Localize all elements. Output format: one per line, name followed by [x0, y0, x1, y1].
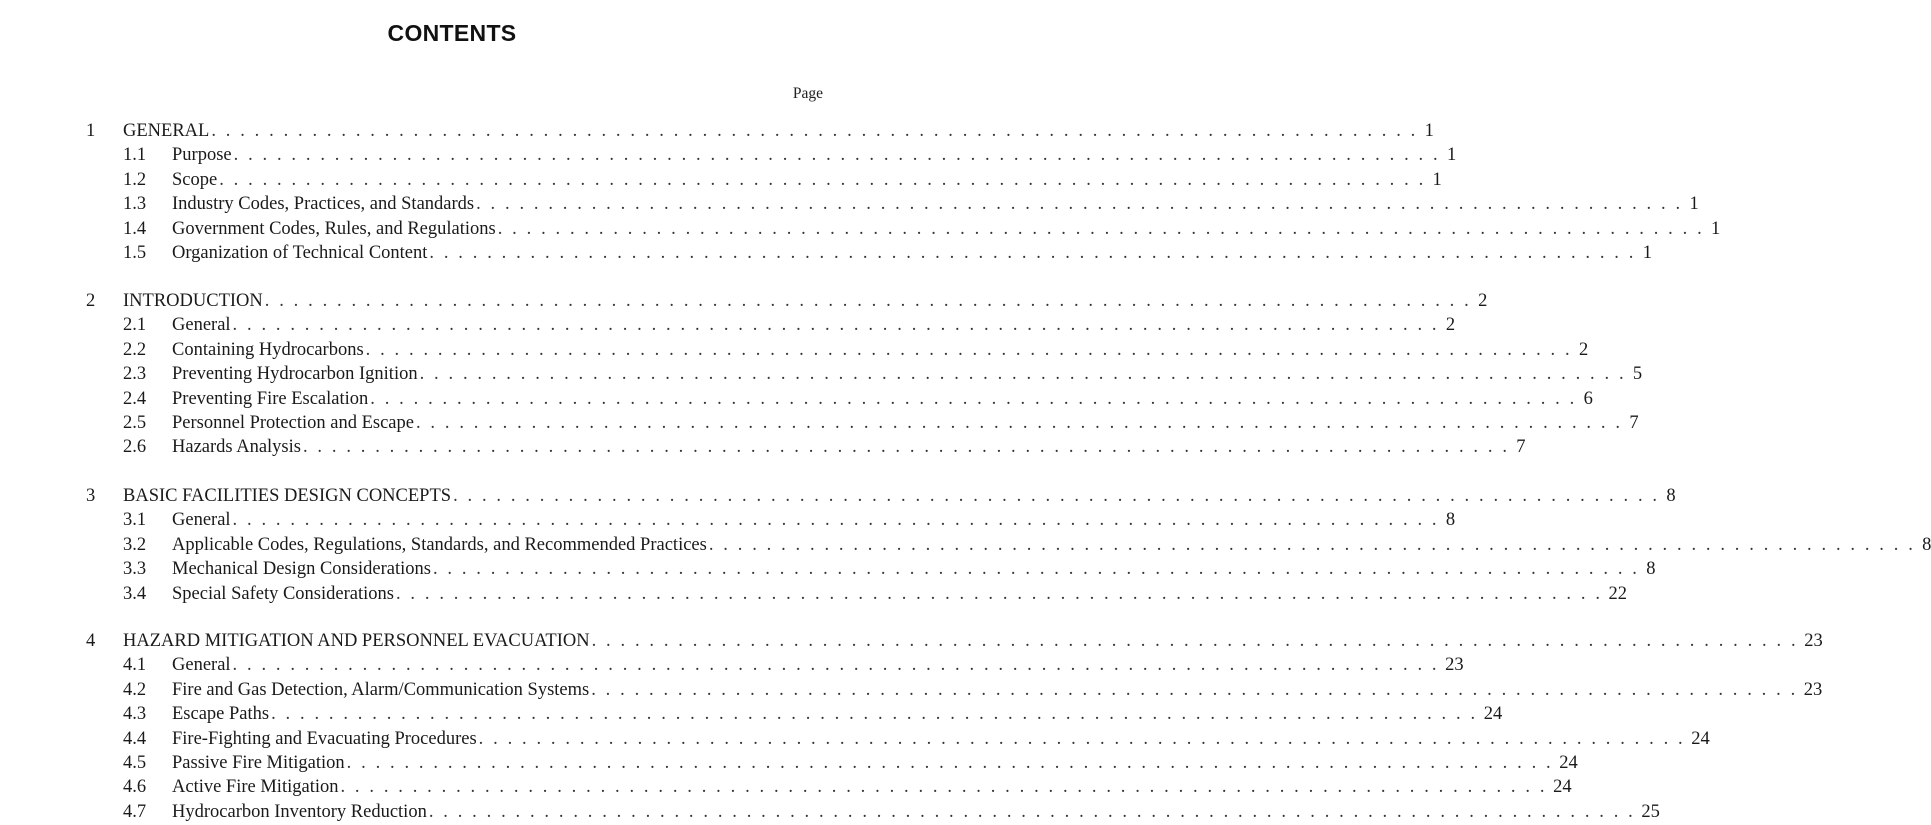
entry-leader-line: [172, 533, 1931, 557]
entry-number: 1.5: [123, 243, 147, 263]
toc-subsection-entry[interactable]: [0, 653, 1464, 677]
entry-title: Active Fire Mitigation: [172, 777, 339, 797]
entry-number: 1.2: [123, 170, 147, 190]
entry-title: Fire-Fighting and Evacuating Procedures: [172, 729, 477, 749]
dot-leader: . . . . . . . . . . . . . . . . . . . . . . . . . . . . . . . . . . . . . . . . . . . . . . . . . . . . . . . . . . . . . . . . . . . . . . . . . . . . . . . . . . . .: [302, 437, 1510, 457]
entry-number: 2: [86, 291, 96, 311]
entry-page-number: 2: [1478, 291, 1488, 311]
entry-title: INTRODUCTION: [123, 291, 263, 311]
entry-number: 3.3: [123, 559, 147, 579]
toc-subsection-entry[interactable]: [0, 338, 1589, 362]
entry-leader-line: [123, 484, 1676, 508]
entry-page-number: 1: [1711, 219, 1721, 239]
dot-leader: . . . . . . . . . . . . . . . . . . . . . . . . . . . . . . . . . . . . . . . . . . . . . . . . . . . . . . . . . . . . . . . . . . . . . . . . . . . . . . . . . . . .: [415, 413, 1623, 433]
dot-leader: . . . . . . . . . . . . . . . . . . . . . . . . . . . . . . . . . . . . . . . . . . . . . . . . . . . . . . . . . . . . . . . . . . . . . . . . . . . . . . . . . . . .: [591, 631, 1799, 651]
toc-subsection-entry[interactable]: [0, 192, 1699, 216]
entry-leader-line: [172, 508, 1456, 532]
entry-leader-line: [172, 653, 1464, 677]
entry-title: BASIC FACILITIES DESIGN CONCEPTS: [123, 486, 452, 506]
dot-leader: . . . . . . . . . . . . . . . . . . . . . . . . . . . . . . . . . . . . . . . . . . . . . . . . . . . . . . . . . . . . . . . . . . . . . . . . . . . . . . . . . . . .: [497, 219, 1705, 239]
entry-title: Passive Fire Mitigation: [172, 753, 345, 773]
entry-number: 3.2: [123, 535, 147, 555]
entry-leader-line: [172, 751, 1578, 775]
entry-number: 3.1: [123, 510, 147, 530]
toc-subsection-entry[interactable]: [0, 775, 1572, 799]
entry-leader-line: [172, 727, 1710, 751]
dot-leader: . . . . . . . . . . . . . . . . . . . . . . . . . . . . . . . . . . . . . . . . . . . . . . . . . . . . . . . . . . . . . . . . . . . . . . . . . . . . . . . . . . . .: [429, 243, 1636, 263]
entry-number: 1: [86, 121, 96, 141]
entry-page-number: 2: [1578, 340, 1589, 360]
entry-number: 4.5: [123, 753, 147, 773]
dot-leader: . . . . . . . . . . . . . . . . . . . . . . . . . . . . . . . . . . . . . . . . . . . . . . . . . . . . . . . . . . . . . . . . . . . . . . . . . . . . . . . . . . . .: [432, 559, 1640, 579]
entry-title: General: [172, 655, 231, 675]
entry-title: HAZARD MITIGATION AND PERSONNEL EVACUATION: [123, 631, 590, 651]
entry-page-number: 1: [1424, 121, 1434, 141]
entry-title: Fire and Gas Detection, Alarm/Communication Systems: [172, 680, 590, 700]
entry-title: General: [172, 510, 231, 530]
dot-leader: . . . . . . . . . . . . . . . . . . . . . . . . . . . . . . . . . . . . . . . . . . . . . . . . . . . . . . . . . . . . . . . . . . . . . . . . . . . . . . . . . . . .: [365, 340, 1573, 360]
dot-leader: . . . . . . . . . . . . . . . . . . . . . . . . . . . . . . . . . . . . . . . . . . . . . . . . . . . . . . . . . . . . . . . . . . . . . . . . . . . . . . . . . . . .: [419, 364, 1627, 384]
entry-title: Special Safety Considerations: [172, 584, 394, 604]
toc-subsection-entry[interactable]: [0, 411, 1639, 435]
dot-leader: . . . . . . . . . . . . . . . . . . . . . . . . . . . . . . . . . . . . . . . . . . . . . . . . . . . . . . . . . . . . . . . . . . . . . . . . . . . . . . . . . . . .: [271, 704, 1478, 724]
toc-section-entry[interactable]: [0, 484, 1676, 508]
dot-leader: . . . . . . . . . . . . . . . . . . . . . . . . . . . . . . . . . . . . . . . . . . . . . . . . . . . . . . . . . . . . . . . . . . . . . . . . . . . . . . . . . . . .: [591, 680, 1798, 700]
dot-leader: . . . . . . . . . . . . . . . . . . . . . . . . . . . . . . . . . . . . . . . . . . . . . . . . . . . . . . . . . . . . . . . . . . . . . . . . . . . . . . . . . . . .: [232, 655, 1440, 675]
entry-leader-line: [172, 557, 1656, 581]
entry-page-number: 24: [1553, 777, 1572, 797]
entry-title: Purpose: [172, 145, 232, 165]
entry-title: Mechanical Design Considerations: [172, 559, 431, 579]
entry-leader-line: [172, 192, 1699, 216]
entry-leader-line: [172, 387, 1593, 411]
dot-leader: . . . . . . . . . . . . . . . . . . . . . . . . . . . . . . . . . . . . . . . . . . . . . . . . . . . . . . . . . . . . . . . . . . . . . . . . . . . . . . . . . . . .: [232, 510, 1440, 530]
toc-subsection-entry[interactable]: [0, 508, 1456, 532]
dot-leader: . . . . . . . . . . . . . . . . . . . . . . . . . . . . . . . . . . . . . . . . . . . . . . . . . . . . . . . . . . . . . . . . . . . . . . . . . . . . . . . . . . . .: [395, 584, 1603, 604]
toc-subsection-entry[interactable]: [0, 362, 1643, 386]
entry-leader-line: [172, 678, 1823, 702]
entry-title: Preventing Fire Escalation: [172, 389, 369, 409]
toc-subsection-entry[interactable]: [0, 800, 1660, 824]
entry-page-number: 24: [1483, 704, 1503, 724]
dot-leader: . . . . . . . . . . . . . . . . . . . . . . . . . . . . . . . . . . . . . . . . . . . . . . . . . . . . . . . . . . . . . . . . . . . . . . . . . . . . . . . . . . . .: [340, 777, 1548, 797]
entry-leader-line: [172, 313, 1456, 337]
entry-number: 4: [86, 631, 96, 651]
page-column-label: Page: [792, 85, 823, 102]
entry-number: 2.2: [123, 340, 147, 360]
entry-leader-line: [172, 168, 1442, 192]
entry-page-number: 1: [1432, 170, 1442, 190]
entry-page-number: 1: [1446, 145, 1457, 165]
entry-number: 3: [86, 486, 96, 506]
entry-page-number: 7: [1516, 437, 1526, 457]
entry-page-number: 22: [1608, 584, 1628, 604]
entry-leader-line: [123, 119, 1434, 143]
entry-leader-line: [123, 289, 1488, 313]
entry-leader-line: [172, 217, 1721, 241]
toc-subsection-entry[interactable]: [0, 313, 1456, 337]
toc-section-entry[interactable]: [0, 629, 1823, 653]
toc-subsection-entry[interactable]: [0, 168, 1442, 192]
entry-leader-line: [172, 775, 1572, 799]
toc-section-entry[interactable]: [0, 119, 1434, 143]
dot-leader: . . . . . . . . . . . . . . . . . . . . . . . . . . . . . . . . . . . . . . . . . . . . . . . . . . . . . . . . . . . . . . . . . . . . . . . . . . . . . . . . . . . .: [232, 315, 1440, 335]
entry-number: 4.6: [123, 777, 147, 797]
dot-leader: . . . . . . . . . . . . . . . . . . . . . . . . . . . . . . . . . . . . . . . . . . . . . . . . . . . . . . . . . . . . . . . . . . . . . . . . . . . . . . . . . . . .: [346, 753, 1554, 773]
toc-subsection-entry[interactable]: [0, 678, 1823, 702]
entry-number: 4.2: [123, 680, 147, 700]
dot-leader: . . . . . . . . . . . . . . . . . . . . . . . . . . . . . . . . . . . . . . . . . . . . . . . . . . . . . . . . . . . . . . . . . . . . . . . . . . . . . . . . . . . .: [211, 121, 1418, 141]
entry-number: 4.7: [123, 802, 147, 822]
entry-page-number: 5: [1632, 364, 1643, 384]
dot-leader: . . . . . . . . . . . . . . . . . . . . . . . . . . . . . . . . . . . . . . . . . . . . . . . . . . . . . . . . . . . . . . . . . . . . . . . . . . . . . . . . . . . .: [453, 486, 1660, 506]
toc-subsection-entry[interactable]: [0, 217, 1721, 241]
entry-leader-line: [172, 800, 1660, 824]
toc-subsection-entry[interactable]: [0, 533, 1931, 557]
entry-page-number: 2: [1445, 315, 1456, 335]
entry-page-number: 25: [1641, 802, 1660, 822]
entry-number: 2.1: [123, 315, 147, 335]
entry-leader-line: [172, 702, 1503, 726]
entry-number: 4.1: [123, 655, 147, 675]
entry-title: Escape Paths: [172, 704, 270, 724]
toc-subsection-entry[interactable]: [0, 751, 1578, 775]
toc-subsection-entry[interactable]: [0, 727, 1710, 751]
dot-leader: . . . . . . . . . . . . . . . . . . . . . . . . . . . . . . . . . . . . . . . . . . . . . . . . . . . . . . . . . . . . . . . . . . . . . . . . . . . . . . . . . . . .: [476, 194, 1683, 214]
toc-subsection-entry[interactable]: [0, 241, 1652, 265]
dot-leader: . . . . . . . . . . . . . . . . . . . . . . . . . . . . . . . . . . . . . . . . . . . . . . . . . . . . . . . . . . . . . . . . . . . . . . . . . . . . . . . . . . . .: [478, 729, 1686, 749]
entry-title: Scope: [172, 170, 218, 190]
entry-title: Industry Codes, Practices, and Standards: [172, 194, 475, 214]
entry-title: Containing Hydrocarbons: [172, 340, 364, 360]
entry-number: 1.1: [123, 145, 147, 165]
entry-title: Preventing Hydrocarbon Ignition: [172, 364, 418, 384]
entry-title: General: [172, 315, 231, 335]
entry-number: 2.4: [123, 389, 147, 409]
toc-section-entry[interactable]: [0, 289, 1488, 313]
dot-leader: . . . . . . . . . . . . . . . . . . . . . . . . . . . . . . . . . . . . . . . . . . . . . . . . . . . . . . . . . . . . . . . . . . . . . . . . . . . . . . . . . . . .: [370, 389, 1577, 409]
entry-title: Organization of Technical Content: [172, 243, 428, 263]
entry-leader-line: [172, 362, 1643, 386]
entry-title: GENERAL: [123, 121, 210, 141]
entry-leader-line: [172, 241, 1652, 265]
toc-subsection-entry[interactable]: [0, 702, 1503, 726]
toc-subsection-entry[interactable]: [0, 387, 1593, 411]
page-title: CONTENTS: [387, 20, 517, 46]
entry-page-number: 23: [1804, 631, 1823, 651]
entry-page-number: 6: [1583, 389, 1593, 409]
entry-number: 1.4: [123, 219, 147, 239]
entry-leader-line: [172, 411, 1639, 435]
entry-page-number: 1: [1689, 194, 1699, 214]
entry-leader-line: [172, 338, 1589, 362]
entry-number: 2.3: [123, 364, 147, 384]
entry-page-number: 8: [1646, 559, 1656, 579]
dot-leader: . . . . . . . . . . . . . . . . . . . . . . . . . . . . . . . . . . . . . . . . . . . . . . . . . . . . . . . . . . . . . . . . . . . . . . . . . . . . . . . . . . . .: [219, 170, 1426, 190]
entry-number: 4.3: [123, 704, 147, 724]
dot-leader: . . . . . . . . . . . . . . . . . . . . . . . . . . . . . . . . . . . . . . . . . . . . . . . . . . . . . . . . . . . . . . . . . . . . . . . . . . . . . . . . . . . .: [264, 291, 1472, 311]
entry-page-number: 8: [1445, 510, 1456, 530]
entry-leader-line: [172, 143, 1457, 167]
dot-leader: . . . . . . . . . . . . . . . . . . . . . . . . . . . . . . . . . . . . . . . . . . . . . . . . . . . . . . . . . . . . . . . . . . . . . . . . . . . . . . . . . . . .: [428, 802, 1636, 822]
toc-subsection-entry[interactable]: [0, 582, 1628, 606]
entry-title: Hydrocarbon Inventory Reduction: [172, 802, 427, 822]
entry-title: Personnel Protection and Escape: [172, 413, 414, 433]
entry-page-number: 8: [1922, 535, 1931, 555]
entry-page-number: 24: [1559, 753, 1578, 773]
entry-page-number: 24: [1691, 729, 1710, 749]
dot-leader: . . . . . . . . . . . . . . . . . . . . . . . . . . . . . . . . . . . . . . . . . . . . . . . . . . . . . . . . . . . . . . . . . . . . . . . . . . . . . . . . . . . .: [708, 535, 1916, 555]
entry-title: Hazards Analysis: [172, 437, 301, 457]
entry-number: 3.4: [123, 584, 147, 604]
entry-page-number: 23: [1445, 655, 1464, 675]
entry-leader-line: [123, 629, 1823, 653]
entry-leader-line: [172, 435, 1526, 459]
toc-subsection-entry[interactable]: [0, 143, 1457, 167]
entry-leader-line: [172, 582, 1628, 606]
toc-subsection-entry[interactable]: [0, 557, 1656, 581]
entry-page-number: 8: [1666, 486, 1676, 506]
entry-number: 2.5: [123, 413, 147, 433]
toc-subsection-entry[interactable]: [0, 435, 1526, 459]
entry-number: 4.4: [123, 729, 147, 749]
entry-page-number: 7: [1629, 413, 1639, 433]
entry-title: Government Codes, Rules, and Regulations: [172, 219, 496, 239]
entry-number: 2.6: [123, 437, 147, 457]
entry-number: 1.3: [123, 194, 147, 214]
entry-page-number: 23: [1803, 680, 1823, 700]
entry-title: Applicable Codes, Regulations, Standards, and Recommended Practices: [172, 535, 707, 555]
entry-page-number: 1: [1642, 243, 1652, 263]
dot-leader: . . . . . . . . . . . . . . . . . . . . . . . . . . . . . . . . . . . . . . . . . . . . . . . . . . . . . . . . . . . . . . . . . . . . . . . . . . . . . . . . . . . .: [233, 145, 1441, 165]
